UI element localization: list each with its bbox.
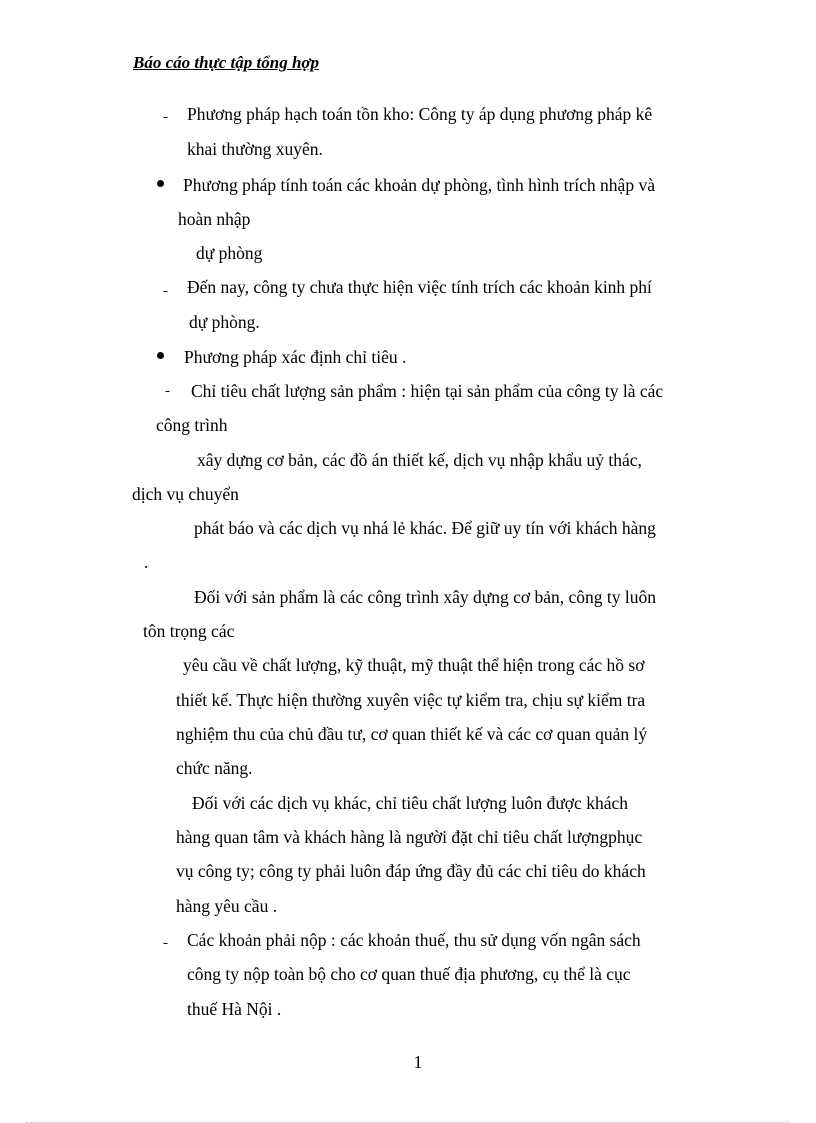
text-line: Đối với các dịch vụ khác, chỉ tiêu chất lượng luôn được khách — [192, 793, 628, 813]
text-line: phát báo và các dịch vụ nhá lẻ khác. Để giữ uy tín với khách hàng — [194, 518, 656, 538]
text-line: thuế Hà Nội . — [187, 999, 282, 1019]
dash-marker: - — [163, 935, 168, 951]
dash-marker: - — [163, 283, 168, 299]
text-line: xây dựng cơ bản, các đồ án thiết kế, dịch vụ nhập khẩu uỷ thác, — [197, 450, 642, 470]
filled-circle-bullet-icon — [157, 180, 164, 187]
filled-circle-bullet-icon — [157, 352, 164, 359]
page-header-title: Báo cáo thực tập tổng hợp — [133, 53, 320, 72]
text-line: Đối với sản phẩm là các công trình xây dựng cơ bản, công ty luôn — [194, 587, 656, 607]
dash-marker: - — [165, 383, 170, 399]
text-line: khai thường xuyên. — [187, 139, 323, 159]
text-line: công trình — [156, 415, 228, 435]
text-line: dự phòng. — [189, 312, 260, 332]
text-line: hàng yêu cầu . — [176, 896, 278, 916]
text-line: tôn trọng các — [143, 621, 235, 641]
text-line: yêu cầu về chất lượng, kỹ thuật, mỹ thuật thể hiện trong các hồ sơ — [183, 655, 645, 675]
text-line: . — [144, 552, 149, 572]
page-number: 1 — [413, 1052, 423, 1072]
text-line: hoàn nhập — [178, 209, 251, 229]
text-line: dự phòng — [196, 243, 263, 263]
text-line: Chỉ tiêu chất lượng sản phẩm : hiện tại sản phẩm của công ty là các — [191, 381, 664, 401]
text-line: công ty nộp toàn bộ cho cơ quan thuế địa phương, cụ thể là cục — [187, 964, 631, 984]
text-line: Các khoản phải nộp : các khoản thuế, thu sử dụng vốn ngân sách — [187, 930, 641, 950]
text-line: Phương pháp tính toán các khoản dự phòng, tình hình trích nhập và — [183, 175, 655, 195]
text-line: Phương pháp xác định chỉ tiêu . — [184, 347, 407, 367]
text-line: vụ công ty; công ty phải luôn đáp ứng đầy đủ các chỉ tiêu do khách — [176, 861, 646, 881]
text-line: Đến nay, công ty chưa thực hiện việc tính trích các khoản kinh phí — [187, 277, 652, 297]
text-line: hàng quan tâm và khách hàng là người đặt chỉ tiêu chất lượngphục — [176, 827, 643, 847]
text-line: Phương pháp hạch toán tồn kho: Công ty áp dụng phương pháp kê — [187, 104, 653, 124]
dash-marker: - — [163, 109, 168, 125]
text-line: dịch vụ chuyển — [132, 484, 239, 504]
text-line: chức năng. — [176, 758, 253, 778]
text-line: thiết kế. Thực hiện thường xuyên việc tự kiểm tra, chịu sự kiểm tra — [176, 690, 646, 710]
text-line: nghiệm thu của chủ đầu tư, cơ quan thiết kế và các cơ quan quản lý — [176, 724, 648, 744]
